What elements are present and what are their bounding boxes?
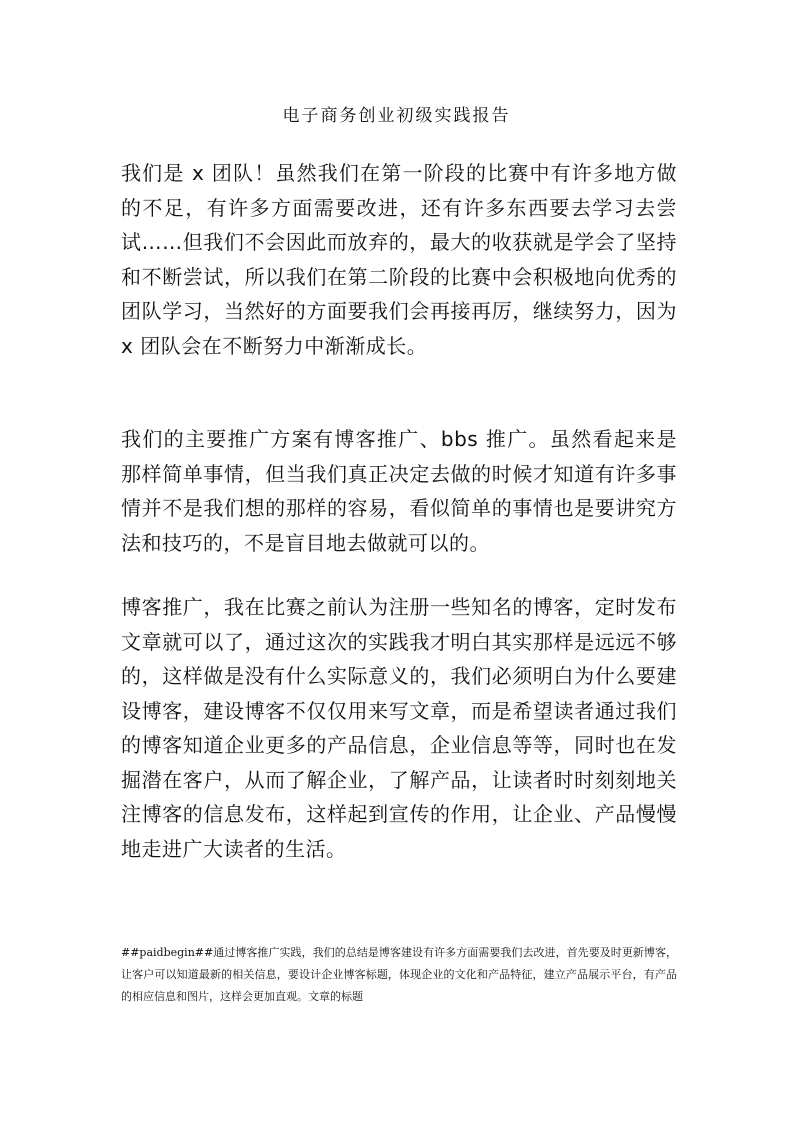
paragraph-blog-summary: ##paidbegin##通过博客推广实践，我们的总结是博客建设有许多方面需要我们去改进，首先要及时更新博客，让客户可以知道最新的相关信息，要设计企业博客标题，体现企业的文化和产品特征，建立产品展示平台，有产品的相应信息和图片，这样会更加直观。文章的标题 bbox=[121, 946, 677, 1003]
document-title: 电子商务创业初级实践报告 bbox=[282, 106, 511, 126]
paragraph-team-intro: 我们是 x 团队！虽然我们在第一阶段的比赛中有许多地方做的不足，有许多方面需要改进，还有许多东西要去学习去尝试……但我们不会因此而放弃的，最大的收获就是学会了坚持和不断尝试，所以我们在第二阶段的比赛中会积极地向优秀的团队学习，当然好的方面要我们会再接再厉，继续努力，因为 x 团队会在不断努力中渐渐成长。 bbox=[121, 161, 677, 358]
paragraph-blog-promotion: 博客推广，我在比赛之前认为注册一些知名的博客，定时发布文章就可以了，通过这次的实践我才明白其实那样是远远不够的，这样做是没有什么实际意义的，我们必须明白为什么要建设博客，建设博客不仅仅用来写文章，而是希望读者通过我们的博客知道企业更多的产品信息，企业信息等等，同时也在发掘潜在客户，从而了解企业，了解产品，让读者时时刻刻地关注博客的信息发布，这样起到宣传的作用，让企业、产品慢慢地走进广大读者的生活。 bbox=[121, 595, 677, 861]
paragraph-promotion-plan: 我们的主要推广方案有博客推广、bbs 推广。虽然看起来是那样简单事情，但当我们真正决定去做的时候才知道有许多事情并不是我们想的那样的容易，看似简单的事情也是要讲究方法和技巧的，不是盲目地去做就可以的。 bbox=[121, 427, 677, 555]
